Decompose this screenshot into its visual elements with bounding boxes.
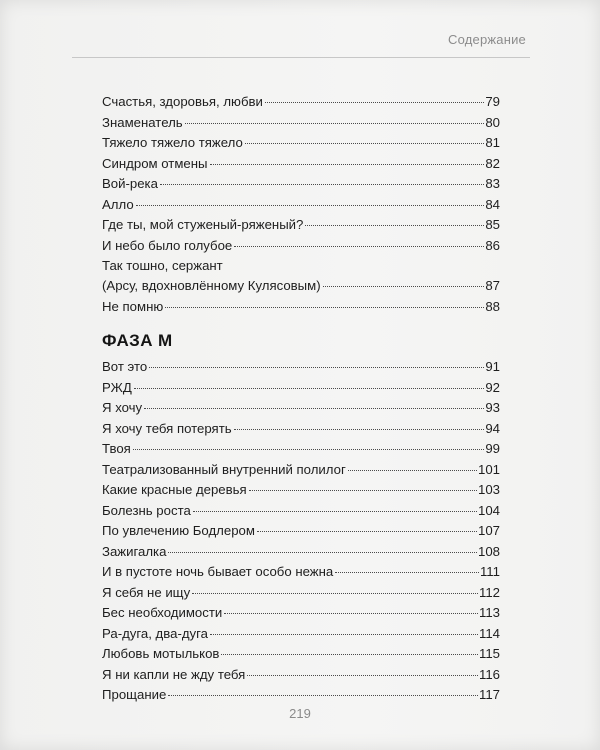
section-heading: ФАЗА М bbox=[102, 331, 173, 350]
toc-entry-page: 80 bbox=[485, 114, 500, 130]
toc-group-1 bbox=[102, 92, 500, 256]
toc-entry-title: Алло bbox=[102, 196, 134, 212]
dot-leader bbox=[192, 593, 478, 594]
toc-entry-title: Вой-река bbox=[102, 176, 158, 191]
dot-leader bbox=[210, 164, 485, 165]
dot-leader bbox=[305, 225, 484, 226]
toc-entry-continuation[interactable] bbox=[102, 276, 500, 297]
toc-entry[interactable] bbox=[102, 439, 500, 460]
dot-leader bbox=[221, 654, 478, 655]
toc-entry-page: 104 bbox=[477, 502, 500, 518]
toc-entry-page: 111 bbox=[479, 564, 500, 579]
toc-entry[interactable] bbox=[102, 603, 500, 624]
dot-leader bbox=[245, 143, 484, 144]
toc-entry[interactable] bbox=[102, 480, 500, 501]
toc-entry-page: 99 bbox=[485, 441, 500, 456]
toc-entry[interactable] bbox=[102, 583, 500, 604]
dot-leader bbox=[134, 388, 485, 389]
toc-entry-title: По увлечению Бодлером bbox=[102, 523, 255, 538]
dot-leader bbox=[193, 511, 477, 512]
toc-entry-title: Я ни капли не жду тебя bbox=[102, 666, 246, 682]
toc-entry-page: 113 bbox=[478, 605, 500, 620]
dot-leader bbox=[136, 205, 485, 206]
dot-leader bbox=[234, 429, 485, 430]
dot-leader bbox=[144, 408, 484, 409]
toc-entry-page: 103 bbox=[477, 482, 500, 497]
dot-leader bbox=[224, 613, 478, 614]
toc-entry-page: 79 bbox=[485, 94, 500, 109]
dot-leader bbox=[335, 572, 479, 573]
toc-entry-title: Прощание bbox=[102, 687, 167, 702]
toc-entry[interactable] bbox=[102, 174, 500, 195]
toc-entry[interactable] bbox=[102, 133, 500, 154]
toc-entry-page: 116 bbox=[478, 666, 500, 682]
toc-entry[interactable] bbox=[102, 685, 500, 706]
toc-entry[interactable] bbox=[102, 562, 500, 583]
toc-entry-page: 115 bbox=[478, 646, 500, 661]
toc-entry-title: (Арсу, вдохновлённому Кулясовым) bbox=[102, 278, 321, 293]
toc-entry[interactable] bbox=[102, 113, 500, 134]
toc-entry-title: Где ты, мой стуженый-ряженый? bbox=[102, 217, 304, 232]
table-of-contents bbox=[102, 92, 500, 706]
dot-leader bbox=[168, 695, 478, 696]
toc-entry-page: 85 bbox=[485, 217, 500, 232]
toc-entry-page: 88 bbox=[485, 298, 500, 314]
dot-leader bbox=[234, 246, 484, 247]
dot-leader bbox=[133, 449, 485, 450]
toc-entry[interactable] bbox=[102, 92, 500, 113]
dot-leader bbox=[265, 102, 484, 103]
toc-entry-page: 91 bbox=[485, 359, 500, 374]
toc-entry-page: 93 bbox=[485, 400, 500, 415]
toc-entry[interactable] bbox=[102, 256, 500, 276]
toc-entry-page: 94 bbox=[485, 420, 500, 436]
toc-entry-title: Знаменатель bbox=[102, 114, 183, 130]
toc-entry-title: Счастья, здоровья, любви bbox=[102, 94, 263, 109]
toc-entry-title: Болезнь роста bbox=[102, 502, 191, 518]
dot-leader bbox=[247, 675, 478, 676]
toc-entry[interactable] bbox=[102, 521, 500, 542]
toc-entry-title: И в пустоте ночь бывает особо нежна bbox=[102, 564, 334, 579]
toc-entry-title: Я хочу тебя потерять bbox=[102, 420, 232, 436]
toc-entry-page: 83 bbox=[485, 176, 500, 191]
toc-entry-title: Тяжело тяжело тяжело bbox=[102, 135, 243, 150]
toc-entry-title: Любовь мотыльков bbox=[102, 646, 220, 661]
toc-entry-title: Синдром отмены bbox=[102, 155, 208, 171]
toc-entry-page: 82 bbox=[485, 155, 500, 171]
dot-leader bbox=[168, 552, 477, 553]
toc-entry-page: 81 bbox=[485, 135, 500, 150]
toc-entry-title: Твоя bbox=[102, 441, 131, 456]
toc-entry-page: 107 bbox=[477, 523, 500, 538]
dot-leader bbox=[210, 634, 478, 635]
toc-entry-page: 114 bbox=[478, 625, 500, 641]
toc-group-1-end bbox=[102, 297, 500, 318]
dot-leader bbox=[149, 367, 484, 368]
toc-entry-page: 84 bbox=[485, 196, 500, 212]
toc-entry[interactable] bbox=[102, 644, 500, 665]
toc-entry[interactable] bbox=[102, 501, 500, 522]
dot-leader bbox=[160, 184, 484, 185]
toc-entry-title: Зажигалка bbox=[102, 543, 167, 559]
toc-entry[interactable] bbox=[102, 195, 500, 216]
dot-leader bbox=[257, 531, 477, 532]
toc-entry[interactable] bbox=[102, 398, 500, 419]
toc-entry-page: 86 bbox=[485, 237, 500, 253]
toc-entry-page: 92 bbox=[485, 379, 500, 395]
dot-leader bbox=[185, 123, 485, 124]
toc-entry[interactable] bbox=[102, 297, 500, 318]
toc-entry[interactable] bbox=[102, 624, 500, 645]
toc-entry-title: Какие красные деревья bbox=[102, 482, 247, 497]
toc-entry[interactable] bbox=[102, 236, 500, 257]
toc-entry-title: Театрализованный внутренний полилог bbox=[102, 461, 346, 477]
toc-entry-title: Я себя не ищу bbox=[102, 584, 191, 600]
toc-entry[interactable] bbox=[102, 154, 500, 175]
dot-leader bbox=[348, 470, 477, 471]
toc-entry-title: Я хочу bbox=[102, 400, 143, 415]
toc-entry-page: 87 bbox=[485, 278, 500, 293]
dot-leader bbox=[249, 490, 477, 491]
page-number: 219 bbox=[289, 706, 311, 721]
toc-entry-title: Бес необходимости bbox=[102, 605, 223, 620]
toc-entry-title: Так тошно, сержант bbox=[102, 258, 223, 273]
header-rule bbox=[72, 57, 530, 58]
toc-entry[interactable] bbox=[102, 357, 500, 378]
running-header: Содержание bbox=[448, 32, 526, 47]
toc-entry-title: Вот это bbox=[102, 359, 148, 374]
toc-entry-page: 101 bbox=[477, 461, 500, 477]
toc-entry[interactable] bbox=[102, 419, 500, 440]
toc-entry[interactable] bbox=[102, 665, 500, 686]
toc-entry[interactable] bbox=[102, 542, 500, 563]
toc-entry[interactable] bbox=[102, 215, 500, 236]
toc-entry-title: И небо было голубое bbox=[102, 237, 233, 253]
toc-entry-title: Не помню bbox=[102, 298, 164, 314]
toc-entry-title: Ра-дуга, два-дуга bbox=[102, 625, 208, 641]
toc-entry-page: 117 bbox=[478, 687, 500, 702]
toc-entry[interactable] bbox=[102, 460, 500, 481]
toc-entry-page: 108 bbox=[477, 543, 500, 559]
toc-group-2 bbox=[102, 357, 500, 706]
toc-entry-page: 112 bbox=[478, 584, 500, 600]
dot-leader bbox=[165, 307, 484, 308]
toc-entry-title: РЖД bbox=[102, 379, 132, 395]
toc-entry[interactable] bbox=[102, 378, 500, 399]
dot-leader bbox=[323, 286, 485, 287]
